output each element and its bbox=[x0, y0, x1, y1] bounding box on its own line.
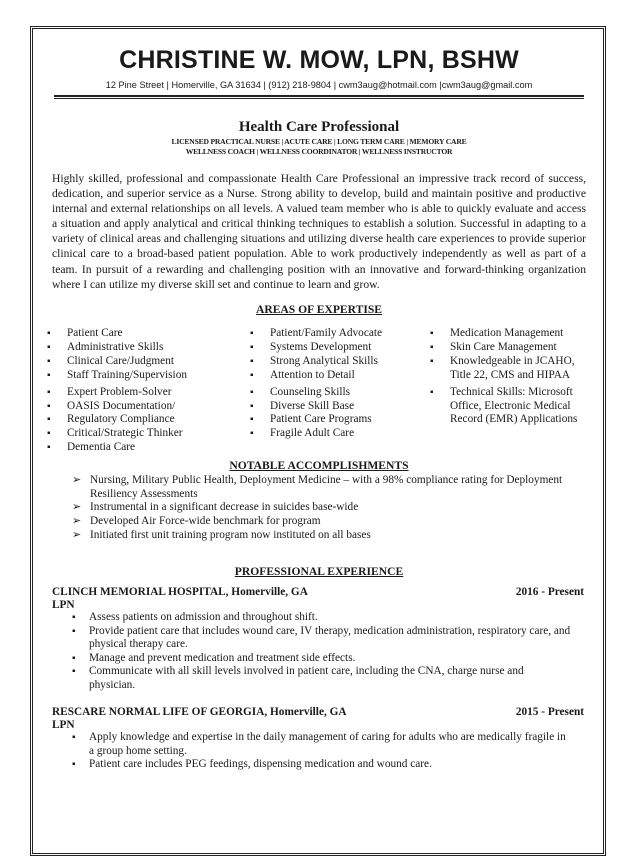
job-role: LPN bbox=[52, 599, 75, 611]
job-dates: 2016 - Present bbox=[515, 586, 584, 598]
accomplishment-item bbox=[72, 529, 592, 543]
expertise-item: ▪ Counseling Skills bbox=[250, 386, 425, 400]
accomplishment-text: Nursing, Military Public Health, Deployment Medicine – with a 98% compliance rating for Deployment Resiliency Assessments bbox=[90, 474, 563, 500]
expertise-item: ▪ Dementia Care bbox=[47, 441, 237, 455]
job-role: LPN bbox=[52, 719, 75, 731]
expertise-item: ▪ Fragile Adult Care bbox=[250, 427, 425, 441]
duty-item: ▪ Provide patient care that includes wound care, IV therapy, medication administration, respiratory care, and physical therapy care. bbox=[72, 625, 572, 652]
expertise-item: ▪ Systems Development bbox=[250, 341, 425, 355]
arrow-bullet-icon: ➢ bbox=[72, 515, 82, 528]
employer-name: RESCARE NORMAL LIFE OF GEORGIA, Homerville, GA bbox=[52, 706, 347, 718]
expertise-item: ▪ Administrative Skills bbox=[47, 341, 237, 355]
duty-item: ▪ Manage and prevent medication and treatment side effects. bbox=[72, 652, 572, 666]
headline-title: Health Care Professional bbox=[238, 119, 400, 135]
employer-name: CLINCH MEMORIAL HOSPITAL, Homerville, GA bbox=[52, 586, 308, 598]
expertise-column-1 bbox=[47, 327, 237, 455]
candidate-name: CHRISTINE W. MOW, LPN, BSHW bbox=[119, 46, 519, 74]
accomplishment-item bbox=[72, 474, 592, 501]
headline-specialties: LICENSED PRACTICAL NURSE | ACUTE CARE | LONG TERM CARE | MEMORY CARE bbox=[171, 137, 467, 146]
job-duties bbox=[72, 611, 572, 692]
expertise-item: ▪ Patient Care bbox=[47, 327, 237, 341]
expertise-item: ▪ Patient Care Programs bbox=[250, 413, 425, 427]
header-rule bbox=[54, 95, 584, 97]
headline-wellness-roles: WELLNESS COACH | WELLNESS COORDINATOR | WELLNESS INSTRUCTOR bbox=[185, 147, 453, 156]
experience-heading: PROFESSIONAL EXPERIENCE bbox=[234, 565, 404, 578]
job-dates: 2015 - Present bbox=[515, 706, 584, 718]
job-duties bbox=[72, 731, 572, 772]
expertise-item: ▪ Medication Management bbox=[430, 327, 590, 341]
duty-item: ▪ Assess patients on admission and throughout shift. bbox=[72, 611, 572, 625]
expertise-item: ▪ Knowledgeable in JCAHO, Title 22, CMS and HIPAA bbox=[430, 355, 590, 383]
arrow-bullet-icon: ➢ bbox=[72, 474, 82, 486]
expertise-item: ▪ Patient/Family Advocate bbox=[250, 327, 425, 341]
expertise-item: ▪ Strong Analytical Skills bbox=[250, 355, 425, 369]
expertise-item: ▪ Technical Skills: Microsoft Office, Electronic Medical Record (EMR) Applications bbox=[430, 386, 590, 428]
job-header bbox=[52, 706, 584, 718]
expertise-item: ▪ Diverse Skill Base bbox=[250, 400, 425, 414]
accomplishments-list bbox=[72, 474, 592, 543]
expertise-column-2 bbox=[250, 327, 425, 441]
job-header bbox=[52, 586, 584, 598]
accomplishments-heading: NOTABLE ACCOMPLISHMENTS bbox=[229, 459, 409, 472]
arrow-bullet-icon: ➢ bbox=[72, 501, 82, 514]
professional-summary: Highly skilled, professional and compassionate Health Care Professional an impressive track record of success, dedication, and superior service as a Nurse. Strong ability to develop, build and maintain positive and productive internal and external relationships on all levels. A valued team member who is able to quickly evaluate and access a situation and apply analytical and critical thinking techniques to establish a solution. Successful in adapting to a variety of clinical areas and challenging situations and utilizing diverse health care experiences to provide superior clinical care to a broad-based patient population. Able to work productively independently as well as part of a team. In pursuit of a rewarding and challenging position with an innovative and forward-thinking organization where I can utilize my diverse skill set and continue to learn and grow. bbox=[52, 172, 586, 291]
accomplishment-text: Instrumental in a significant decrease in suicides base-wide bbox=[90, 501, 359, 514]
duty-item: ▪ Communicate with all skill levels involved in patient care, including the CNA, charge nurse and physician. bbox=[72, 665, 572, 692]
expertise-item: ▪ Skin Care Management bbox=[430, 341, 590, 355]
expertise-item: ▪ Critical/Strategic Thinker bbox=[47, 427, 237, 441]
expertise-column-3 bbox=[430, 327, 590, 427]
header-rule-thin bbox=[54, 98, 584, 99]
expertise-item: ▪ Staff Training/Supervision bbox=[47, 369, 237, 383]
expertise-heading: AREAS OF EXPERTISE bbox=[255, 303, 383, 316]
arrow-bullet-icon: ➢ bbox=[72, 528, 82, 541]
expertise-item: ▪ Expert Problem-Solver bbox=[47, 386, 237, 400]
expertise-item: ▪ Clinical Care/Judgment bbox=[47, 355, 237, 369]
expertise-item: ▪ Attention to Detail bbox=[250, 369, 425, 383]
accomplishment-text: Initiated first unit training program now instituted on all bases bbox=[90, 528, 371, 541]
duty-item: ▪ Patient care includes PEG feedings, dispensing medication and wound care. bbox=[72, 758, 572, 772]
contact-line: 12 Pine Street | Homerville, GA 31634 | (912) 218-9804 | cwm3aug@hotmail.com |cwm3aug@gmail.com bbox=[105, 80, 533, 90]
duty-item: ▪ Apply knowledge and expertise in the daily management of caring for adults who are medically fragile in a group home setting. bbox=[72, 731, 572, 758]
accomplishment-item bbox=[72, 501, 592, 515]
expertise-item: ▪ Regulatory Compliance bbox=[47, 413, 237, 427]
accomplishment-item bbox=[72, 515, 592, 529]
accomplishment-text: Developed Air Force-wide benchmark for program bbox=[90, 515, 321, 528]
expertise-item: ▪ OASIS Documentation/ bbox=[47, 400, 237, 414]
